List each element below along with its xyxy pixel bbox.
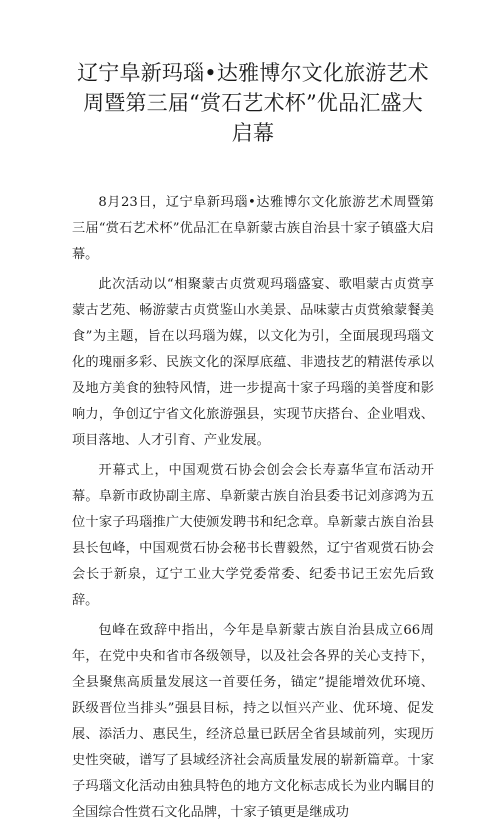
paragraph-opening: 8月23日，辽宁阜新玛瑙•达雅博尔文化旅游艺术周暨第三届“赏石艺术杯”优品汇在阜新蒙古族自治县十家子镇盛大启幕。 bbox=[72, 195, 434, 262]
article-title: 辽宁阜新玛瑙•达雅博尔文化旅游艺术周暨第三届“赏石艺术杯”优品汇盛大启幕 bbox=[77, 61, 429, 145]
article-body bbox=[72, 190, 434, 826]
paragraph-ceremony: 开幕式上，中国观赏石协会创会会长寿嘉华宣布活动开幕。阜新市政协副主席、阜新蒙古族自治县委书记刘彦鸿为五位十家子玛瑙推广大使颁发聘书和纪念章。阜新蒙古族自治县县长包峰，中国观赏石协会秘书长曹毅然，辽宁省观赏石协会会长于新泉，辽宁工业大学党委常委、纪委书记王宏先后致辞。 bbox=[72, 463, 434, 608]
paragraph-theme: 此次活动以“相聚蒙古贞赏观玛瑙盛宴、歌唱蒙古贞赏享蒙古艺苑、畅游蒙古贞赏鉴山水美景、品味蒙古贞赏飨蒙餐美食”为主题，旨在以玛瑙为媒，以文化为引，全面展现玛瑙文化的瑰丽多彩、民族文化的深厚底蕴、非遗技艺的精湛传承以及地方美食的独特风情，进一步提高十家子玛瑙的美誉度和影响力，争创辽宁省文化旅游强县，实现节庆搭台、企业唱戏、项目落地、人才引育、产业发展。 bbox=[72, 277, 434, 448]
paragraph-speech: 包峰在致辞中指出，今年是阜新蒙古族自治县成立66周年，在党中央和省市各级领导，以及社会各界的关心支持下，全县聚焦高质量发展这一首要任务，锚定”提能增效优环境、跃级晋位当排头”强县目标，持之以恒兴产业、优环境、促发展、添活力、惠民生，经济总量已跃居全省县域前列，实现历史性突破，谱写了县域经济社会高质量发展的崭新篇章。十家子玛瑙文化活动由独具特色的地方文化标志成长为业内瞩目的全国综合性赏石文化品牌，十家子镇更是继成功 bbox=[72, 623, 434, 820]
